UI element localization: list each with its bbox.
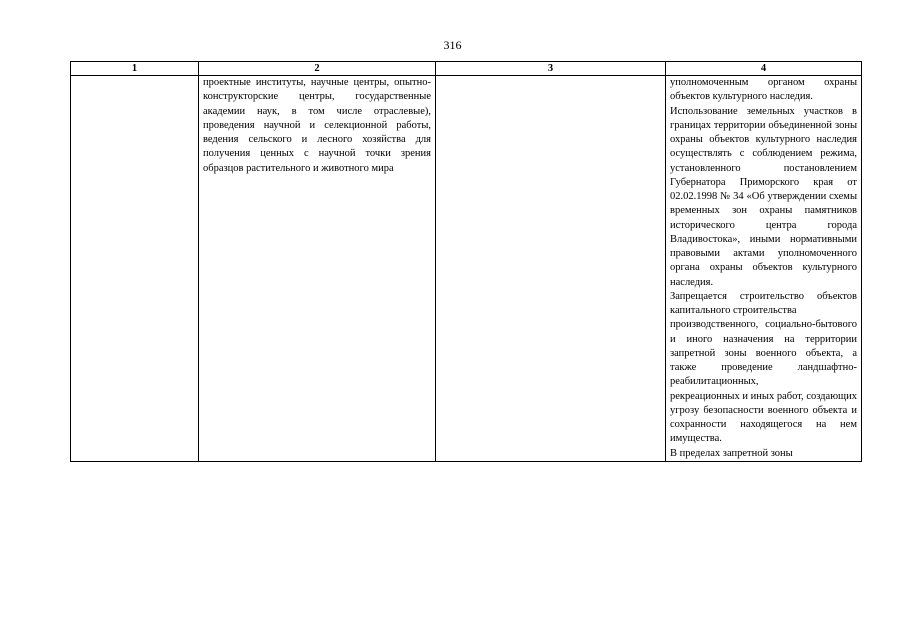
- cell-col-4-paragraph: производственного, социально-бытового и иного назначения на территории запретной зоны военного объекта, а также проведение ландшафтно-реабилитационных,: [670, 319, 857, 388]
- table-header-row: [71, 62, 862, 76]
- cell-col-4: [666, 76, 862, 462]
- cell-col-3: [436, 76, 666, 462]
- column-header-2: 2: [199, 62, 436, 76]
- cell-col-4-paragraph: Использование земельных участков в границах территории объединенной зоны охраны объектов культурного наследия осуществлять с соблюдением режима, установленного постановлением Губернатора Приморского края от 02.02.1998 № 34 «Об утверждении схемы временных зон охраны памятников исторического центра города Владивостока», иными нормативными правовыми актами уполномоченного органа охраны объектов культурного наследия.: [670, 105, 857, 288]
- cell-col-4-paragraph: Запрещается строительство объектов капитального строительства: [670, 290, 857, 316]
- cell-col-2: [199, 76, 436, 462]
- cell-col-2-text: проектные институты, научные центры, опытно-конструкторские центры, государственные академии наук, в том числе отраслевые), проведения научной и селекционной работы, ведения сельского и лесного хозяйства для получения ценных с научной точки зрения образцов растительного и животного мира: [203, 77, 431, 174]
- table-row: [71, 76, 862, 462]
- cell-col-4-paragraph: рекреационных и иных работ, создающих угрозу безопасности военного объекта и сохранности находящегося на нем имущества.: [670, 390, 857, 445]
- cell-col-1: [71, 76, 199, 462]
- document-table: [70, 61, 862, 462]
- column-header-1: 1: [71, 62, 199, 76]
- page-number: 316: [443, 38, 462, 52]
- cell-col-4-paragraph: В пределах запретной зоны: [670, 447, 793, 459]
- column-header-3: 3: [436, 62, 666, 76]
- column-header-4: 4: [666, 62, 862, 76]
- cell-col-4-paragraph: уполномоченным органом охраны объектов культурного наследия.: [670, 77, 857, 103]
